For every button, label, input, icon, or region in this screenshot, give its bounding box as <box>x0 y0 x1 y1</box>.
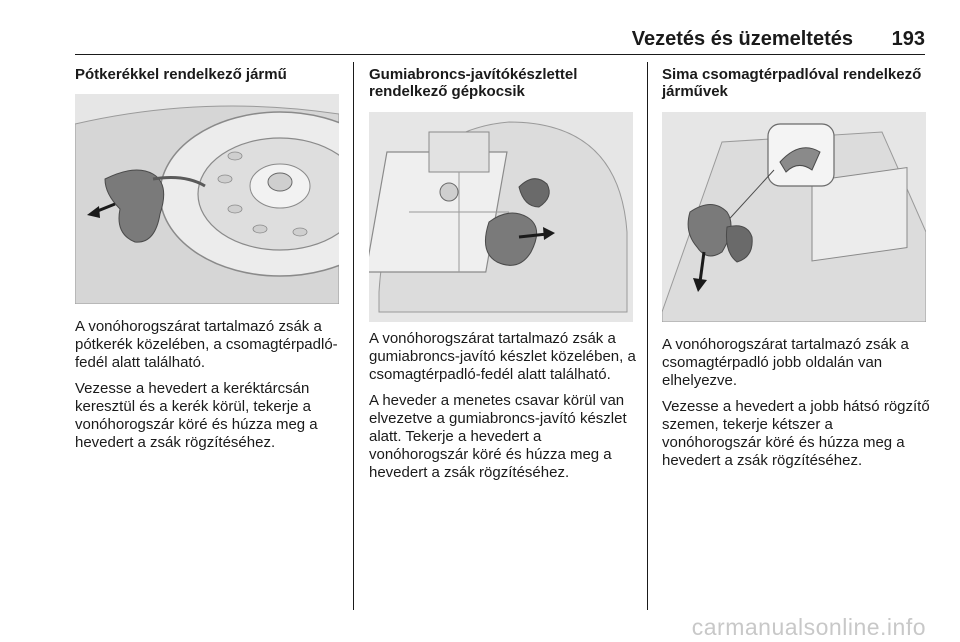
column-divider <box>353 62 354 610</box>
paragraph: Vezesse a hevedert a jobb hátsó rögzítő szemen, tekerje kétszer a vonóhorogszár köré és húzza meg a hevedert a zsák rögzítéséhez. <box>662 398 930 469</box>
paragraph: A heveder a menetes csavar körül van elvezetve a gumiabroncs-javító készlet alatt. Tekerje a hevedert a vonóhorogszár köré és húzza meg a hevedert a zsák rögzítéséhez. <box>369 392 627 481</box>
illustration-repair-kit <box>369 112 633 322</box>
section-body <box>75 318 343 460</box>
paragraph: Vezesse a hevedert a keréktárcsán keresztül és a kerék körül, tekerje a vonóhorogszár köré és húzza meg a hevedert a zsák rögzítéséhez. <box>75 380 318 451</box>
chapter-title: Vezetés és üzemeltetés <box>631 28 853 50</box>
repair-kit-drawing <box>369 112 633 322</box>
illustration-spare-wheel <box>75 94 339 304</box>
page-header <box>75 26 925 55</box>
column-divider <box>647 62 648 610</box>
flat-floor-drawing <box>662 112 926 322</box>
spare-wheel-drawing <box>75 94 339 304</box>
section-body <box>369 330 637 490</box>
column-repair-kit <box>369 66 636 481</box>
column-flat-floor <box>662 66 930 469</box>
column-spare-wheel <box>75 66 339 451</box>
illustration-flat-floor <box>662 112 926 322</box>
paragraph: A vonóhorogszárat tartalmazó zsák a csomagtérpadló jobb oldalán van elhelyezve. <box>662 336 909 389</box>
section-heading: Sima csomagtérpadlóval rendelkező járművek <box>662 66 922 100</box>
section-body <box>662 336 930 478</box>
watermark: carmanualsonline.info <box>691 614 926 640</box>
paragraph: A vonóhorogszárat tartalmazó zsák a gumiabroncs-javító készlet közelében, a csomagtérpadló-fedél alatt található. <box>369 330 636 383</box>
section-heading: Gumiabroncs-javítókészlettel rendelkező gépkocsik <box>369 66 578 100</box>
paragraph: A vonóhorogszárat tartalmazó zsák a pótkerék közelében, a csomagtérpadló-fedél alatt található. <box>75 318 338 371</box>
section-heading: Pótkerékkel rendelkező jármű <box>75 66 287 83</box>
page-number: 193 <box>891 28 925 50</box>
